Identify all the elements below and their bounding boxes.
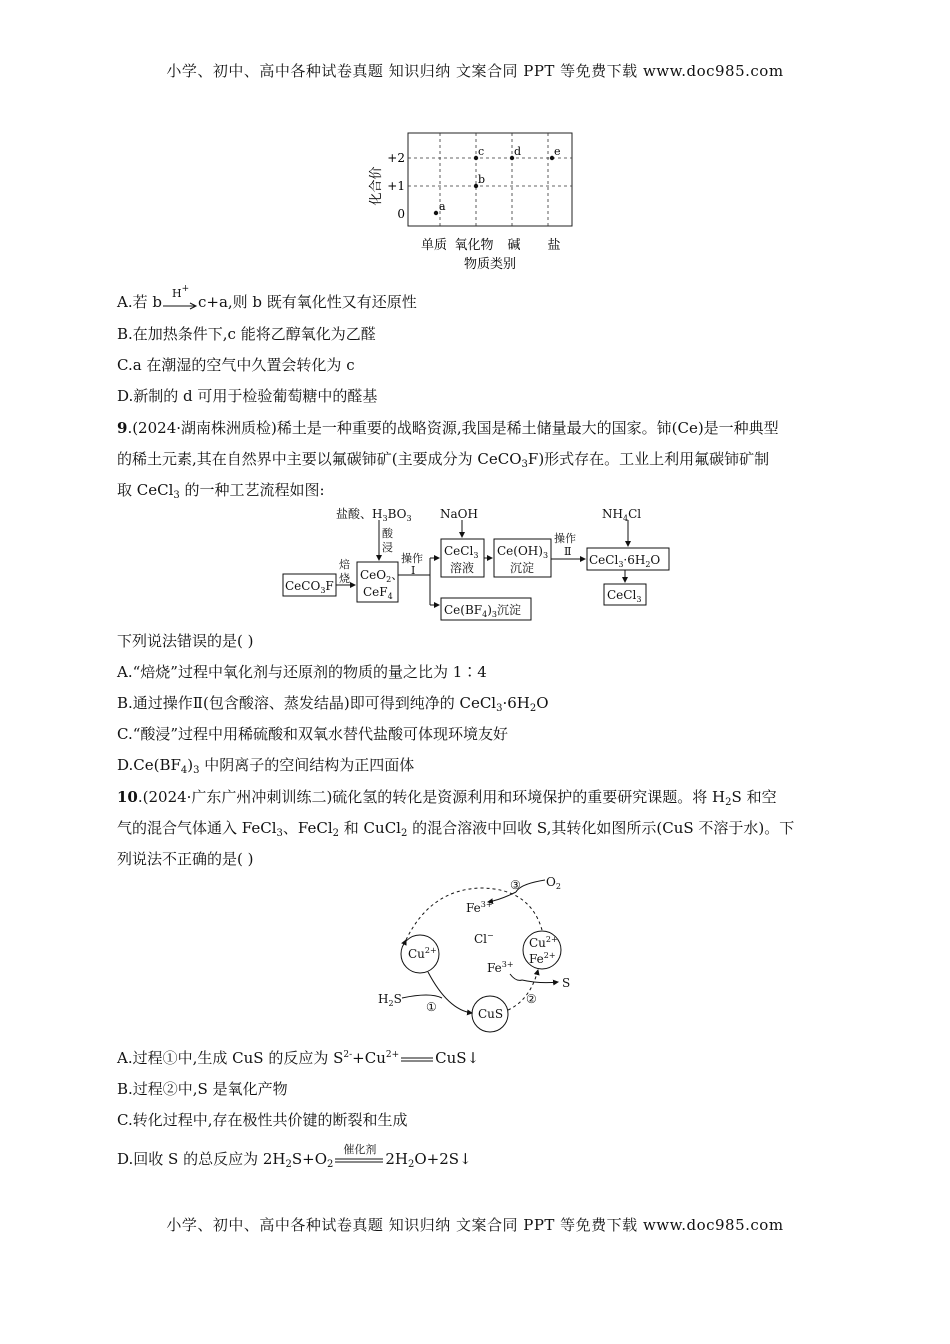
- q9-b-post: O: [536, 694, 549, 712]
- fe3-mid-label: $Fe^{3+}$: [487, 960, 514, 975]
- q10-d-pre: D.回收 S 的总反应为 2H: [117, 1150, 286, 1168]
- q10-line1-post: S 和空: [731, 788, 777, 806]
- q8-a-arrow-sup: +: [181, 284, 190, 294]
- q10-stem-line1: [117, 787, 777, 807]
- q8-a-post: c+a,则 b 既有氧化性又有还原性: [197, 293, 417, 311]
- q10-d-mid1: S+O: [291, 1150, 327, 1168]
- fig1-point-d-label: d: [514, 145, 522, 158]
- q10-option-d: [117, 1143, 472, 1170]
- fig1-xcat-oxide: 氧化物: [454, 238, 494, 253]
- h2s-in-arrow: [402, 995, 442, 998]
- q9-line2-pre: 的稀土元素,其在自然界中主要以氟碳铈矿(主要成分为 CeCO: [117, 450, 522, 468]
- s-label: S: [562, 976, 571, 990]
- text-ceo2: CeO$_2$、: [360, 568, 404, 584]
- q8-option-c: C.a 在潮湿的空气中久置会转化为 c: [117, 356, 355, 374]
- q9-question: 下列说法错误的是( ): [117, 632, 254, 650]
- q8-a-pre: A.若 b: [117, 293, 162, 311]
- q10-option-c: C.转化过程中,存在极性共价键的断裂和生成: [117, 1111, 408, 1129]
- text-bf4: $Ce(BF_4)_3$沉淀: [444, 603, 521, 619]
- label-naoh: NaOH: [440, 507, 478, 521]
- q9-b-sub: 3: [496, 703, 503, 714]
- q9-line3-post: 的一种工艺流程如图:: [179, 481, 325, 499]
- q10-a-sup1: 2-: [343, 1050, 353, 1060]
- q10-a-pre: A.过程①中,生成 CuS 的反应为 S: [117, 1049, 344, 1067]
- step2-label: ②: [526, 992, 537, 1006]
- q10-d-post-a: 2H: [385, 1150, 408, 1168]
- label-op1-b: Ⅰ: [411, 564, 416, 577]
- fe3-mid-in-arrow: [510, 974, 522, 980]
- page-header: 小学、初中、高中各种试卷真题 知识归纳 文案合同 PPT 等免费下载 www.doc985.com: [166, 62, 784, 80]
- q10-option-a: [117, 1048, 479, 1068]
- cl-label: Cl−: [474, 931, 494, 946]
- o2-label: $O_2$: [546, 875, 561, 891]
- q9-line3-pre: 取 CeCl: [117, 481, 174, 499]
- fig1-point-c-label: c: [478, 145, 485, 158]
- label-roast-2: 烧: [339, 572, 350, 585]
- label-roast-1: 焙: [339, 558, 350, 571]
- fig1-xcat-elemental: 单质: [420, 238, 448, 253]
- label-nh4cl: $NH_4Cl$: [602, 507, 642, 523]
- fig1-ytick-plus1: +1: [387, 179, 405, 193]
- label-op2-b: Ⅱ: [564, 545, 572, 558]
- q9-d-sub2: 3: [193, 765, 200, 776]
- q9-b-sub2: 2: [529, 703, 537, 714]
- text-ceoh-b: 沉淀: [510, 561, 535, 575]
- text-cecl3-b: 溶液: [450, 561, 475, 575]
- q9-line2-post: F)形式存在。工业上利用氟碳铈矿制: [527, 450, 770, 468]
- q8-a-arrow-label: H: [171, 287, 182, 300]
- fig1-point-e-label: e: [554, 145, 561, 158]
- label-acid-leach-1: 酸: [382, 527, 393, 540]
- q10-stem-line2: [117, 818, 794, 838]
- fig1-point-a: [434, 211, 438, 215]
- fig1-plot-frame: [408, 133, 572, 226]
- q10-stem-line3: 列说法不正确的是( ): [117, 850, 254, 868]
- q9-line1-text: .(2024·湖南株洲质检)稀土是一种重要的战略资源,我国是稀土储量最大的国家。铈(Ce)是一种典型: [127, 419, 779, 437]
- q9-option-c: C.“酸浸”过程中用稀硫酸和双氧水替代盐酸可体现环境友好: [117, 725, 509, 743]
- q10-d-sub1: 2: [285, 1159, 292, 1170]
- q9-option-b: [117, 693, 549, 713]
- q10-d-catalyst-equals: [333, 1143, 385, 1167]
- fe3-top-label: $Fe^{3+}$: [466, 900, 493, 915]
- q10-line2-mid2: 和 CuCl: [339, 819, 401, 837]
- step3-label: ③: [510, 878, 521, 892]
- q9-d-pre: D.Ce(BF: [117, 756, 181, 774]
- q10-option-b: B.过程②中,S 是氧化产物: [117, 1080, 288, 1098]
- q10-a-post: CuS↓: [435, 1049, 480, 1067]
- q10-d-post-b: O+2S↓: [414, 1150, 472, 1168]
- q10-number: 10: [117, 788, 138, 806]
- q9-stem-line1: [117, 418, 779, 438]
- q9-d-post: 中阴离子的空间结构为正四面体: [199, 756, 415, 774]
- q10-line1-pre: .(2024·广东广州冲刺训练二)硫化氢的转化是资源利用和环境保护的重要研究课题。将 H: [137, 788, 726, 806]
- fig1-ylabel: 化合价: [369, 166, 384, 206]
- fig1-point-b-label: b: [478, 173, 486, 186]
- q9-line3-sub: 3: [173, 490, 180, 501]
- q10-line2-sub3: 2: [400, 828, 408, 839]
- fig1-point-a-label: a: [439, 200, 446, 213]
- fig1-xcat-salt: 盐: [547, 238, 561, 253]
- q8-a-arrow: [162, 284, 198, 310]
- q9-stem-line3: [117, 480, 325, 500]
- sulfur-cycle-diagram: [370, 870, 590, 1038]
- cus-label: CuS: [478, 1007, 504, 1021]
- cufe-fe-label: $Fe^{2+}$: [529, 951, 556, 966]
- q9-number: 9: [117, 419, 128, 437]
- text-ceoh-a: $Ce(OH)_3$: [497, 544, 549, 560]
- q10-line2-pre: 气的混合气体通入 FeCl: [117, 819, 277, 837]
- q8-option-d: D.新制的 d 可用于检验葡萄糖中的醛基: [117, 387, 378, 405]
- step1-label: ①: [426, 1000, 437, 1014]
- q10-a-mid: +Cu: [352, 1049, 386, 1067]
- fig1-ytick-plus2: +2: [387, 151, 405, 165]
- text-cecl3-a: CeCl$_3$: [444, 544, 479, 560]
- fig1-xcat-base: 碱: [507, 238, 521, 253]
- label-op2-a: 操作: [554, 532, 576, 545]
- q8-option-b: B.在加热条件下,c 能将乙醇氧化为乙醛: [117, 325, 376, 343]
- q10-d-sub3: 2: [408, 1159, 415, 1170]
- cerium-flow-chart: [280, 502, 690, 624]
- cufe-cu-label: $Cu^{2+}$: [529, 935, 558, 950]
- q9-d-sub: 4: [180, 765, 188, 776]
- q9-option-a: A.“焙烧”过程中氧化剂与还原剂的物质的量之比为 1∶4: [117, 663, 487, 681]
- label-hcl-h3bo3: 盐酸、$H_3BO_3$: [336, 507, 412, 523]
- text-cef4: CeF$_4$: [363, 585, 393, 601]
- valence-chart: [360, 128, 590, 273]
- q10-line2-sub1: 3: [276, 828, 283, 839]
- q9-d-mid: ): [187, 756, 194, 774]
- fig1-ytick-zero: 0: [397, 207, 405, 221]
- label-acid-leach-2: 浸: [382, 541, 393, 554]
- cu2-label: $Cu^{2+}$: [408, 946, 437, 961]
- q10-line2-mid1: 、FeCl: [282, 819, 333, 837]
- q10-a-sup2: 2+: [385, 1050, 400, 1060]
- q9-option-d: [117, 755, 414, 775]
- q10-line2-sub2: 2: [332, 828, 340, 839]
- text-cecl3-final: CeCl$_3$: [607, 588, 642, 604]
- q10-d-sub2: 2: [327, 1159, 334, 1170]
- q10-d-catalyst-label: 催化剂: [343, 1143, 377, 1156]
- text-hydrate: $CeCl_3\cdot 6H_2O$: [589, 553, 661, 569]
- q9-b-pre: B.通过操作Ⅱ(包含酸溶、蒸发结晶)即可得到纯净的 CeCl: [117, 694, 497, 712]
- q10-line1-sub: 2: [725, 797, 732, 808]
- q10-line2-post: 的混合溶液中回收 S,其转化如图所示(CuS 不溶于水)。下: [407, 819, 795, 837]
- q9-line2-sub: 3: [521, 459, 528, 470]
- page-footer: 小学、初中、高中各种试卷真题 知识归纳 文案合同 PPT 等免费下载 www.doc985.com: [166, 1216, 784, 1234]
- s-out-arrow: [522, 980, 558, 983]
- q8-option-a: [117, 284, 417, 312]
- h2s-label: $H_2S$: [378, 992, 402, 1008]
- label-op1-a: 操作: [401, 552, 423, 565]
- q9-stem-line2: [117, 449, 769, 469]
- text-cecof: CeCO$_3$F: [285, 579, 334, 595]
- q10-a-equals: [399, 1052, 435, 1066]
- q9-b-mid: ·6H: [502, 694, 530, 712]
- fig1-gridlines: [408, 133, 572, 226]
- fig1-xlabel: 物质类别: [463, 257, 517, 272]
